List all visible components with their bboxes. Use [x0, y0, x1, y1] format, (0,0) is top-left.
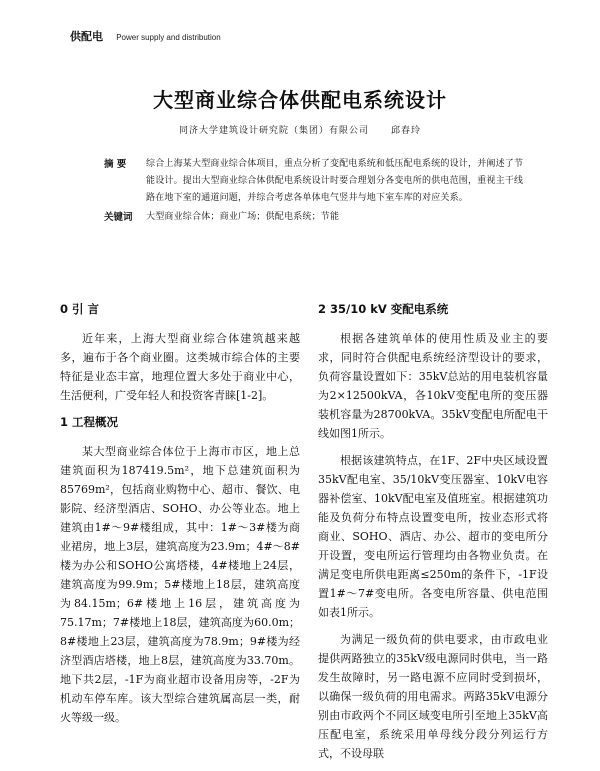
paper-title: 大型商业综合体供配电系统设计 [153, 88, 447, 112]
abstract-row [104, 156, 524, 207]
substation-paragraph-3: 为满足一级负荷的供电要求，由市政电业提供两路独立的35kV级电源同时供电，当一路发生故障时，另一路电源不应同时受到损坏，以确保一级负荷的用电需求。两路35kV电源分别由市政两个不同区域变电所引至地上35kV高压配电室，系统采用单母线分段分列运行方式，不设母联 [318, 633, 548, 760]
right-column [318, 300, 548, 771]
section-heading-overview: 1 工程概况 [60, 415, 119, 429]
keywords-row [104, 209, 524, 226]
keywords-label: 关键词 [104, 212, 133, 223]
byline [0, 123, 600, 136]
author: 邱春玲 [390, 126, 421, 136]
section-heading-substation: 2 35/10 kV 变配电系统 [318, 302, 449, 316]
keywords-text: 大型商业综合体；商业广场；供配电系统；节能 [146, 212, 340, 222]
overview-paragraph: 某大型商业综合体位于上海市市区，地上总建筑面积为187419.5m²，地下总建筑面积为85769m²，包括商业购物中心、超市、餐饮、电影院、经济型酒店、SOHO、办公等业态。地上建筑由1#～9#楼组成，其中：1#～3#楼为商业裙房，地上3层，建筑高度为23.9m；4#～8#楼为办公和SOHO公寓塔楼，4#楼地上24层，建筑高度为99.9m；5#楼地上18层，建筑高度为84.15m；6#楼地上16层，建筑高度为75.17m；7#楼地上18层，建筑高度为60.0m；8#楼地上23层，建筑高度为78.9m；9#楼为经济型酒店塔楼，地上8层，建筑高度为33.70m。地下共2层，-1F为商业超市设备用房等，-2F为机动车停车库。该大型综合建筑属高层一类，耐火等级一级。 [60, 445, 300, 724]
left-column [60, 300, 300, 735]
journal-name-en: Power supply and distribution [116, 33, 221, 42]
abstract-label: 摘 要 [104, 159, 127, 170]
intro-paragraph: 近年来，上海大型商业综合体建筑越来越多，遍布于各个商业圈。这类城市综合体的主要特征是业态丰富，地理位置大多处于商业中心，生活便利，广受年轻人和投资客青睐[1-2]。 [60, 332, 300, 402]
substation-paragraph-2: 根据该建筑特点，在1F、2F中央区域设置35kV配电室、35/10kV变压器室、10kV电容器补偿室、10kV配电室及值班室。根据建筑功能及负荷分布特点设置变电所，按业态形式将商业、SOHO、酒店、办公、超市的变电所分开设置，变电所运行管理均由各物业负责。在满足变电所供电距离≤250m的条件下，-1F设置1#～7#变电所。各变电所容量、供电范围如表1所示。 [318, 454, 548, 619]
running-header [70, 28, 221, 44]
abstract-text: 综合上海某大型商业综合体项目，重点分析了变配电系统和低压配电系统的设计，并阐述了节能设计。提出大型商业综合体供配电系统设计时要合理划分各变电所的供电范围，重视主干线路在地下室的通道问题，并综合考虑各单体电气竖井与地下室车库的对应关系。 [146, 159, 524, 203]
abstract-block [104, 156, 524, 226]
section-heading-intro: 0 引 言 [60, 302, 100, 316]
affiliation: 同济大学建筑设计研究院（集团）有限公司 [179, 126, 370, 136]
substation-paragraph-1: 根据各建筑单体的使用性质及业主的要求，同时符合供配电系统经济型设计的要求，负荷容量设置如下：35kV总站的用电装机容量为2×12500kVA，各10kV变配电所的变压器装机容量为28700kVA。35kV变配电所配电干线如图1所示。 [318, 332, 548, 440]
journal-name: 供配电 [70, 30, 103, 43]
